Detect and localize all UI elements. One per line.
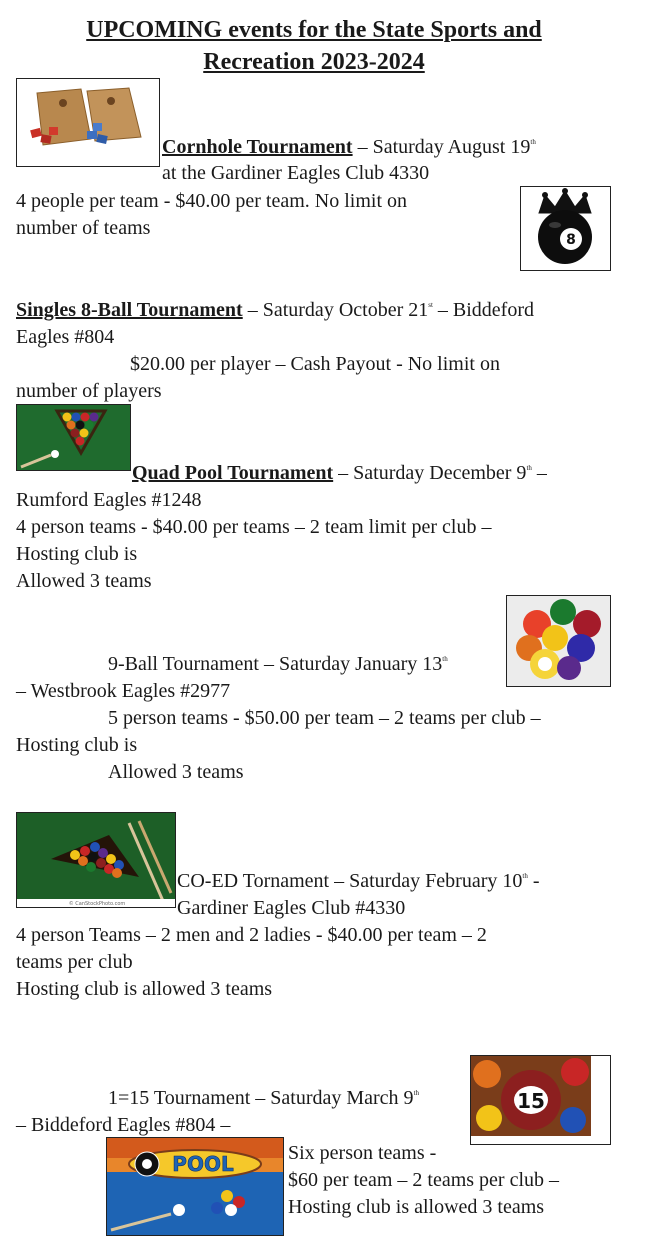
cornhole-heading-line: [162, 134, 536, 161]
cornhole-image: [16, 78, 160, 167]
page-title: [0, 14, 628, 78]
coed-details-3: Hosting club is allowed 3 teams: [16, 978, 273, 1000]
quad-date-suffix: th: [526, 464, 532, 472]
coed-line-1-tail: -: [527, 870, 540, 892]
fifteen-details-1: Six person teams -: [288, 1142, 437, 1164]
singles8-heading-line: [16, 297, 534, 324]
coed-details-1: 4 person Teams – 2 men and 2 ladies - $40.00 per team – 2: [16, 924, 487, 946]
nineball-line-1: 9-Ball Tournament – Saturday January 13: [108, 653, 443, 675]
fifteen-ball-image: [470, 1055, 611, 1145]
singles8-details-2: number of players: [16, 380, 162, 402]
quad-heading-line: [132, 460, 547, 487]
pool-logo-text: POOL: [172, 1152, 234, 1176]
quad-details-3: Allowed 3 teams: [16, 570, 152, 592]
fifteen-date-suffix: th: [413, 1089, 420, 1097]
quad-name: Quad Pool Tournament: [132, 462, 334, 484]
cornhole-details-1: 4 people per team - $40.00 per team. No limit on: [16, 190, 408, 212]
nineball-details-2: Hosting club is: [16, 734, 138, 756]
singles8-date: – Saturday October 21: [242, 299, 429, 321]
pool-table-photo: [16, 812, 176, 908]
fifteen-line-1: 1=15 Tournament – Saturday March 9: [108, 1087, 414, 1109]
fifteen-details-2: $60 per team – 2 teams per club –: [288, 1169, 560, 1191]
quad-details-2: Hosting club is: [16, 543, 138, 565]
quad-details-1: 4 person teams - $40.00 per teams – 2 team limit per club –: [16, 516, 492, 538]
cornhole-date: – Saturday August 19: [352, 136, 531, 158]
cornhole-location: at the Gardiner Eagles Club 4330: [162, 162, 430, 184]
coed-line-1: CO-ED Tornament – Saturday February 10: [177, 870, 523, 892]
coed-heading-line: [177, 868, 540, 895]
cornhole-date-suffix: th: [530, 138, 536, 146]
pool-rack-image: [16, 404, 131, 471]
title-line-2: Recreation 2023-2024: [203, 49, 425, 75]
eight-ball-number: 8: [566, 232, 576, 248]
singles8-date-suffix: st: [428, 301, 433, 309]
singles8-name: Singles 8-Ball Tournament: [16, 299, 243, 321]
cornhole-name: Cornhole Tournament: [162, 136, 353, 158]
nineball-heading-line: [108, 651, 448, 678]
quad-date: – Saturday December 9: [333, 462, 527, 484]
quad-location: Rumford Eagles #1248: [16, 489, 202, 511]
eight-ball-crown-image: [520, 186, 611, 271]
fifteen-details-3: Hosting club is allowed 3 teams: [288, 1196, 545, 1218]
coed-date-suffix: th: [522, 872, 528, 880]
title-line-1: UPCOMING events for the State Sports and: [86, 17, 542, 43]
quad-date-tail: –: [531, 462, 547, 484]
photo-credit: © CanStockPhoto.com: [68, 901, 126, 907]
fifteen-line-2: – Biddeford Eagles #804 –: [16, 1114, 231, 1136]
coed-details-2: teams per club: [16, 951, 133, 973]
fifteen-heading-line: [108, 1085, 419, 1112]
singles8-date-tail: – Biddeford: [432, 299, 534, 321]
eight-ball-pool-logo: [106, 1137, 284, 1236]
colored-balls-image: [506, 595, 611, 687]
cornhole-details-2: number of teams: [16, 217, 151, 239]
fifteen-ball-number: 15: [517, 1089, 545, 1113]
nineball-line-2: – Westbrook Eagles #2977: [16, 680, 231, 702]
singles8-details-1: $20.00 per player – Cash Payout - No limit on: [130, 353, 500, 375]
nineball-date-suffix: th: [442, 655, 448, 663]
nineball-details-3: Allowed 3 teams: [108, 761, 244, 783]
coed-line-2: Gardiner Eagles Club #4330: [177, 897, 406, 919]
singles8-location: Eagles #804: [16, 326, 115, 348]
nineball-details-1: 5 person teams - $50.00 per team – 2 teams per club –: [108, 707, 541, 729]
